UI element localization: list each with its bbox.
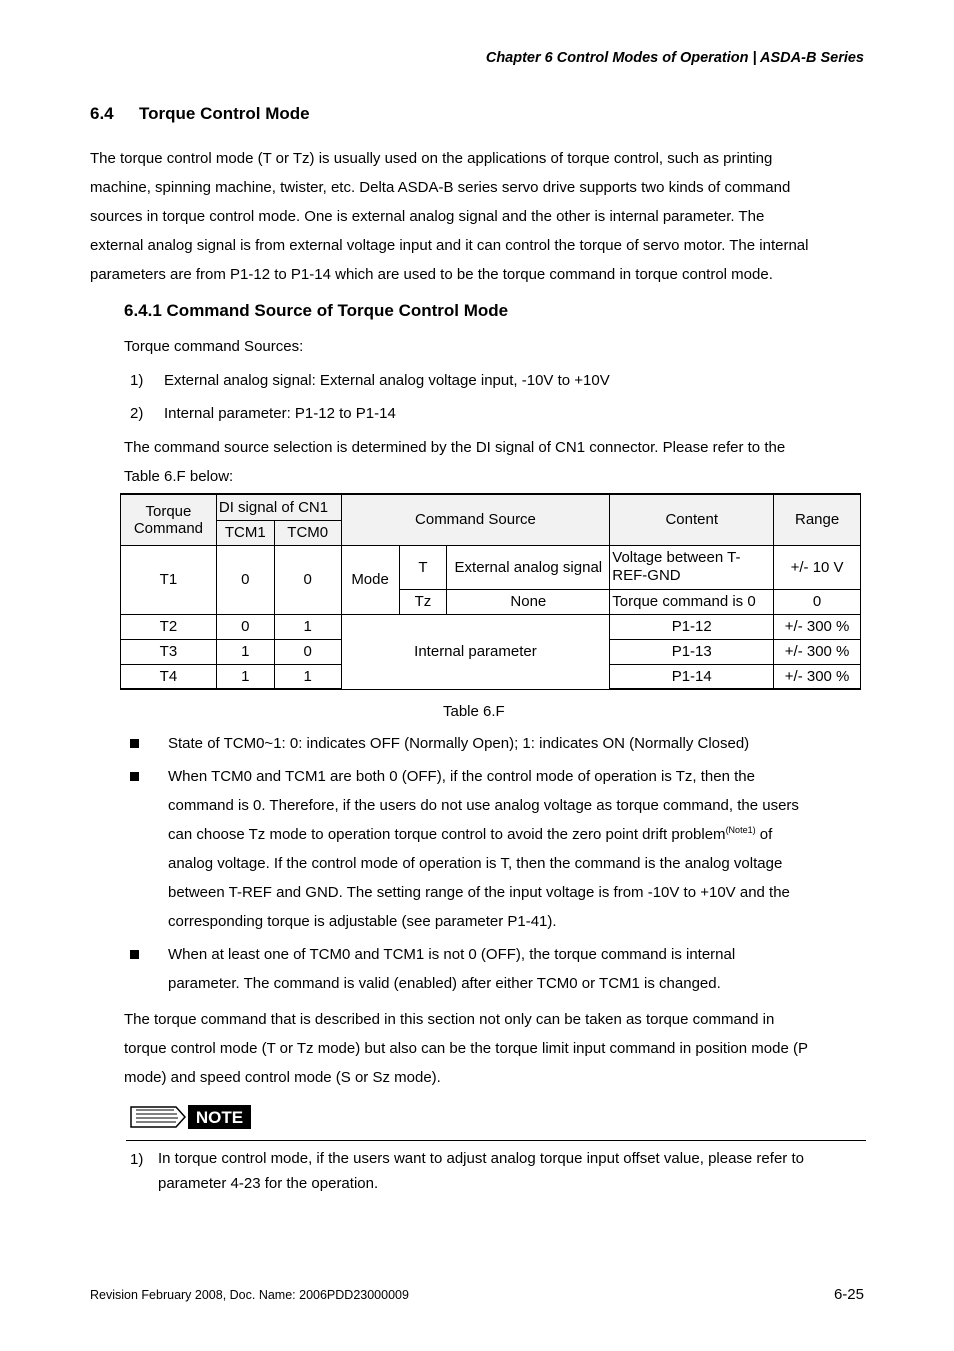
cell-content: P1-13 bbox=[610, 639, 774, 664]
cell-source: External analog signal bbox=[447, 545, 610, 589]
intro-paragraph bbox=[90, 144, 865, 289]
cell-range: +/- 300 % bbox=[774, 614, 861, 639]
note-label: NOTE bbox=[195, 1108, 244, 1127]
table-row bbox=[121, 614, 861, 639]
cell-content: P1-14 bbox=[610, 664, 774, 689]
list-text: Internal parameter: P1-12 to P1-14 bbox=[164, 405, 396, 422]
cell-internal-parameter: Internal parameter bbox=[341, 614, 610, 689]
table-row bbox=[121, 545, 861, 589]
cell-tcm1: 1 bbox=[216, 639, 274, 664]
cell-mode-label: Mode bbox=[341, 545, 399, 614]
note-text: In torque control mode, if the users want to adjust analog torque input offset value, please refer to parameter 4-23 for the operation. bbox=[158, 1150, 804, 1192]
note-reference: (Note1) bbox=[725, 825, 756, 835]
list-item bbox=[130, 405, 396, 422]
note-icon bbox=[130, 1104, 252, 1130]
header-range: Range bbox=[774, 494, 861, 545]
footer-revision: Revision February 2008, Doc. Name: 2006PDD23000009 bbox=[90, 1288, 409, 1302]
note-divider bbox=[126, 1140, 866, 1141]
cell-cmd: T2 bbox=[121, 614, 217, 639]
section-title: Torque Control Mode bbox=[139, 104, 310, 123]
header-torque-command: Torque Command bbox=[121, 494, 217, 545]
cell-cmd: T3 bbox=[121, 639, 217, 664]
header-tcm0: TCM0 bbox=[274, 520, 341, 545]
cell-tcm0: 0 bbox=[274, 639, 341, 664]
cell-cmd: T4 bbox=[121, 664, 217, 689]
bullet-text: When TCM0 and TCM1 are both 0 (OFF), if the control mode of operation is Tz, then the command is 0. Therefore, if the users do not use analog voltage as torque command, the users can choose Tz mode to operation torque control to avoid the zero point drift problem$^{(Note1)}$ of analog voltage. If the control mode of operation is T, then the command is the analog voltage between T-REF and GND. The setting range of the input voltage is from -10V to +10V and the corresponding torque is adjustable (see parameter P1-41). bbox=[168, 768, 799, 930]
cell-mode: Tz bbox=[399, 589, 447, 614]
list-item bbox=[130, 372, 610, 389]
subsection-heading: 6.4.1 Command Source of Torque Control Mode bbox=[124, 301, 509, 320]
list-number: 1) bbox=[130, 1151, 144, 1168]
selection-text: The command source selection is determined by the DI signal of CN1 connector. Please refer to the bbox=[124, 439, 786, 456]
selection-text: Table 6.F below: bbox=[124, 468, 234, 485]
cell-content: P1-12 bbox=[610, 614, 774, 639]
header-tcm1: TCM1 bbox=[216, 520, 274, 545]
bullet-text: When at least one of TCM0 and TCM1 is not 0 (OFF), the torque command is internal parameter. The command is valid (enabled) after either TCM0 or TCM1 is changed. bbox=[168, 946, 736, 992]
running-header: Chapter 6 Control Modes of Operation | ASDA-B Series bbox=[485, 50, 864, 66]
cell-tcm1: 0 bbox=[216, 614, 274, 639]
cell-tcm1: 0 bbox=[216, 545, 274, 614]
square-bullet-icon bbox=[130, 772, 139, 781]
bullet-text: State of TCM0~1: 0: indicates OFF (Normally Open); 1: indicates ON (Normally Closed) bbox=[168, 735, 750, 752]
cell-tcm1: 1 bbox=[216, 664, 274, 689]
cell-tcm0: 1 bbox=[274, 664, 341, 689]
list-number: 1) bbox=[130, 372, 144, 389]
intro-line: external analog signal is from external voltage input and it can control the torque of servo motor. The internal bbox=[90, 237, 809, 254]
closing-paragraph: The torque command that is described in this section not only can be taken as torque command in torque control mode (T or Tz mode) but also can be the torque limit input command in position mode (P mode) and speed control mode (S or Sz mode). bbox=[124, 1011, 808, 1086]
cell-cmd: T1 bbox=[121, 545, 217, 614]
page-number: 6-25 bbox=[833, 1286, 864, 1303]
cell-content: Voltage between T- REF-GND bbox=[610, 545, 774, 589]
cell-tcm0: 1 bbox=[274, 614, 341, 639]
cell-range: +/- 300 % bbox=[774, 639, 861, 664]
list-text: External analog signal: External analog voltage input, -10V to +10V bbox=[164, 372, 610, 389]
intro-line: The torque control mode (T or Tz) is usually used on the applications of torque control, such as printing bbox=[90, 150, 773, 167]
cell-range: +/- 10 V bbox=[774, 545, 861, 589]
cell-range: 0 bbox=[774, 589, 861, 614]
header-di-signal: DI signal of CN1 bbox=[216, 494, 341, 520]
list-number: 2) bbox=[130, 405, 144, 422]
cell-range: +/- 300 % bbox=[774, 664, 861, 689]
header-command-source: Command Source bbox=[341, 494, 610, 545]
intro-line: sources in torque control mode. One is external analog signal and the other is internal parameter. The bbox=[90, 208, 765, 225]
section-number: 6.4 bbox=[90, 104, 114, 123]
cell-content: Torque command is 0 bbox=[610, 589, 774, 614]
cell-mode: T bbox=[399, 545, 447, 589]
sources-label: Torque command Sources: bbox=[124, 338, 304, 355]
header-content: Content bbox=[610, 494, 774, 545]
cell-source: None bbox=[447, 589, 610, 614]
command-source-table bbox=[120, 493, 861, 690]
square-bullet-icon bbox=[130, 739, 139, 748]
intro-line: machine, spinning machine, twister, etc. Delta ASDA-B series servo drive supports two kinds of command bbox=[90, 179, 791, 196]
square-bullet-icon bbox=[130, 950, 139, 959]
section-heading bbox=[90, 104, 310, 124]
intro-line: parameters are from P1-12 to P1-14 which are used to be the torque command in torque control mode. bbox=[90, 266, 773, 283]
cell-tcm0: 0 bbox=[274, 545, 341, 614]
table-caption: Table 6.F bbox=[443, 703, 505, 720]
